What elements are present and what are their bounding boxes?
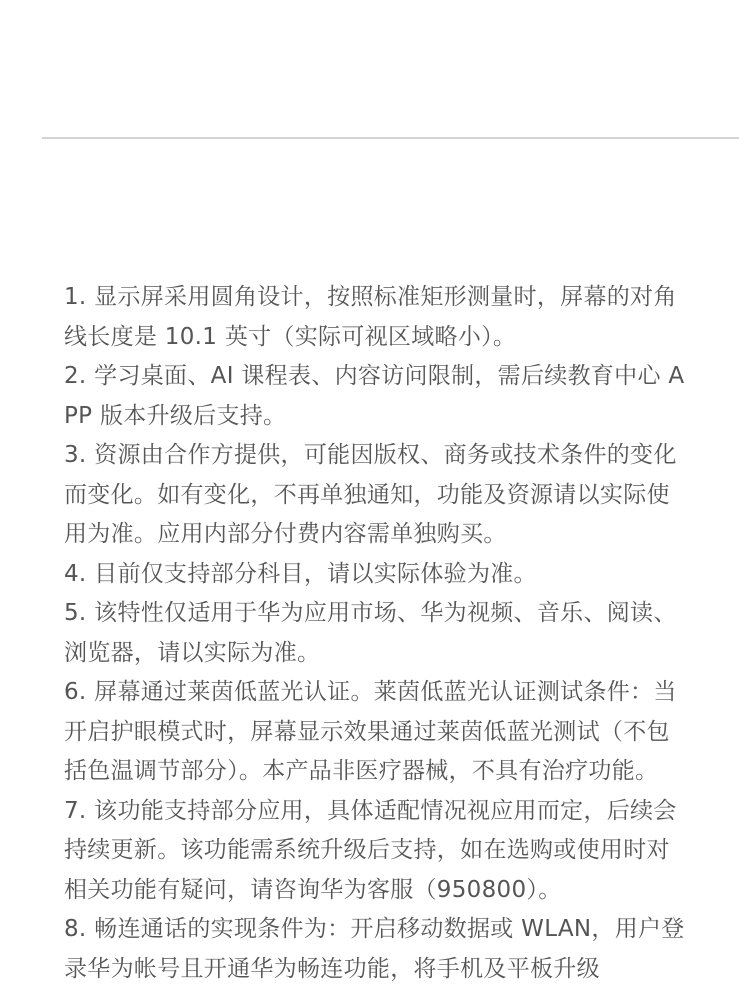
footnote-item: 3. 资源由合作方提供，可能因版权、商务或技术条件的变化而变化。如有变化，不再单独通知，功能及资源请以实际使用为准。应用内部分付费内容需单独购买。 bbox=[64, 442, 677, 547]
section-divider bbox=[42, 137, 739, 139]
footnote-item: 5. 该特性仅适用于华为应用市场、华为视频、音乐、阅读、浏览器，请以实际为准。 bbox=[64, 600, 677, 666]
footnote-item: 6. 屏幕通过莱茵低蓝光认证。莱茵低蓝光认证测试条件：当开启护眼模式时，屏幕显示效果通过莱茵低蓝光测试（不包括色温调节部分）。本产品非医疗器械，不具有治疗功能。 bbox=[64, 679, 677, 784]
footnote-item: 2. 学习桌面、AI 课程表、内容访问限制，需后续教育中心 APP 版本升级后支持。 bbox=[64, 363, 685, 429]
footnote-item: 8. 畅连通话的实现条件为：开启移动数据或 WLAN，用户登录华为帐号且开通华为畅连功能，将手机及平板升级 bbox=[64, 916, 685, 982]
footnotes-list bbox=[64, 278, 692, 989]
footnote-item: 4. 目前仅支持部分科目，请以实际体验为准。 bbox=[64, 560, 537, 587]
footnote-item: 1. 显示屏采用圆角设计，按照标准矩形测量时，屏幕的对角线长度是 10.1 英寸（实际可视区域略小）。 bbox=[64, 284, 677, 350]
footnote-item: 7. 该功能支持部分应用，具体适配情况视应用而定，后续会持续更新。该功能需系统升级后支持，如在选购或使用时对相关功能有疑问，请咨询华为客服（950800）。 bbox=[64, 797, 677, 903]
